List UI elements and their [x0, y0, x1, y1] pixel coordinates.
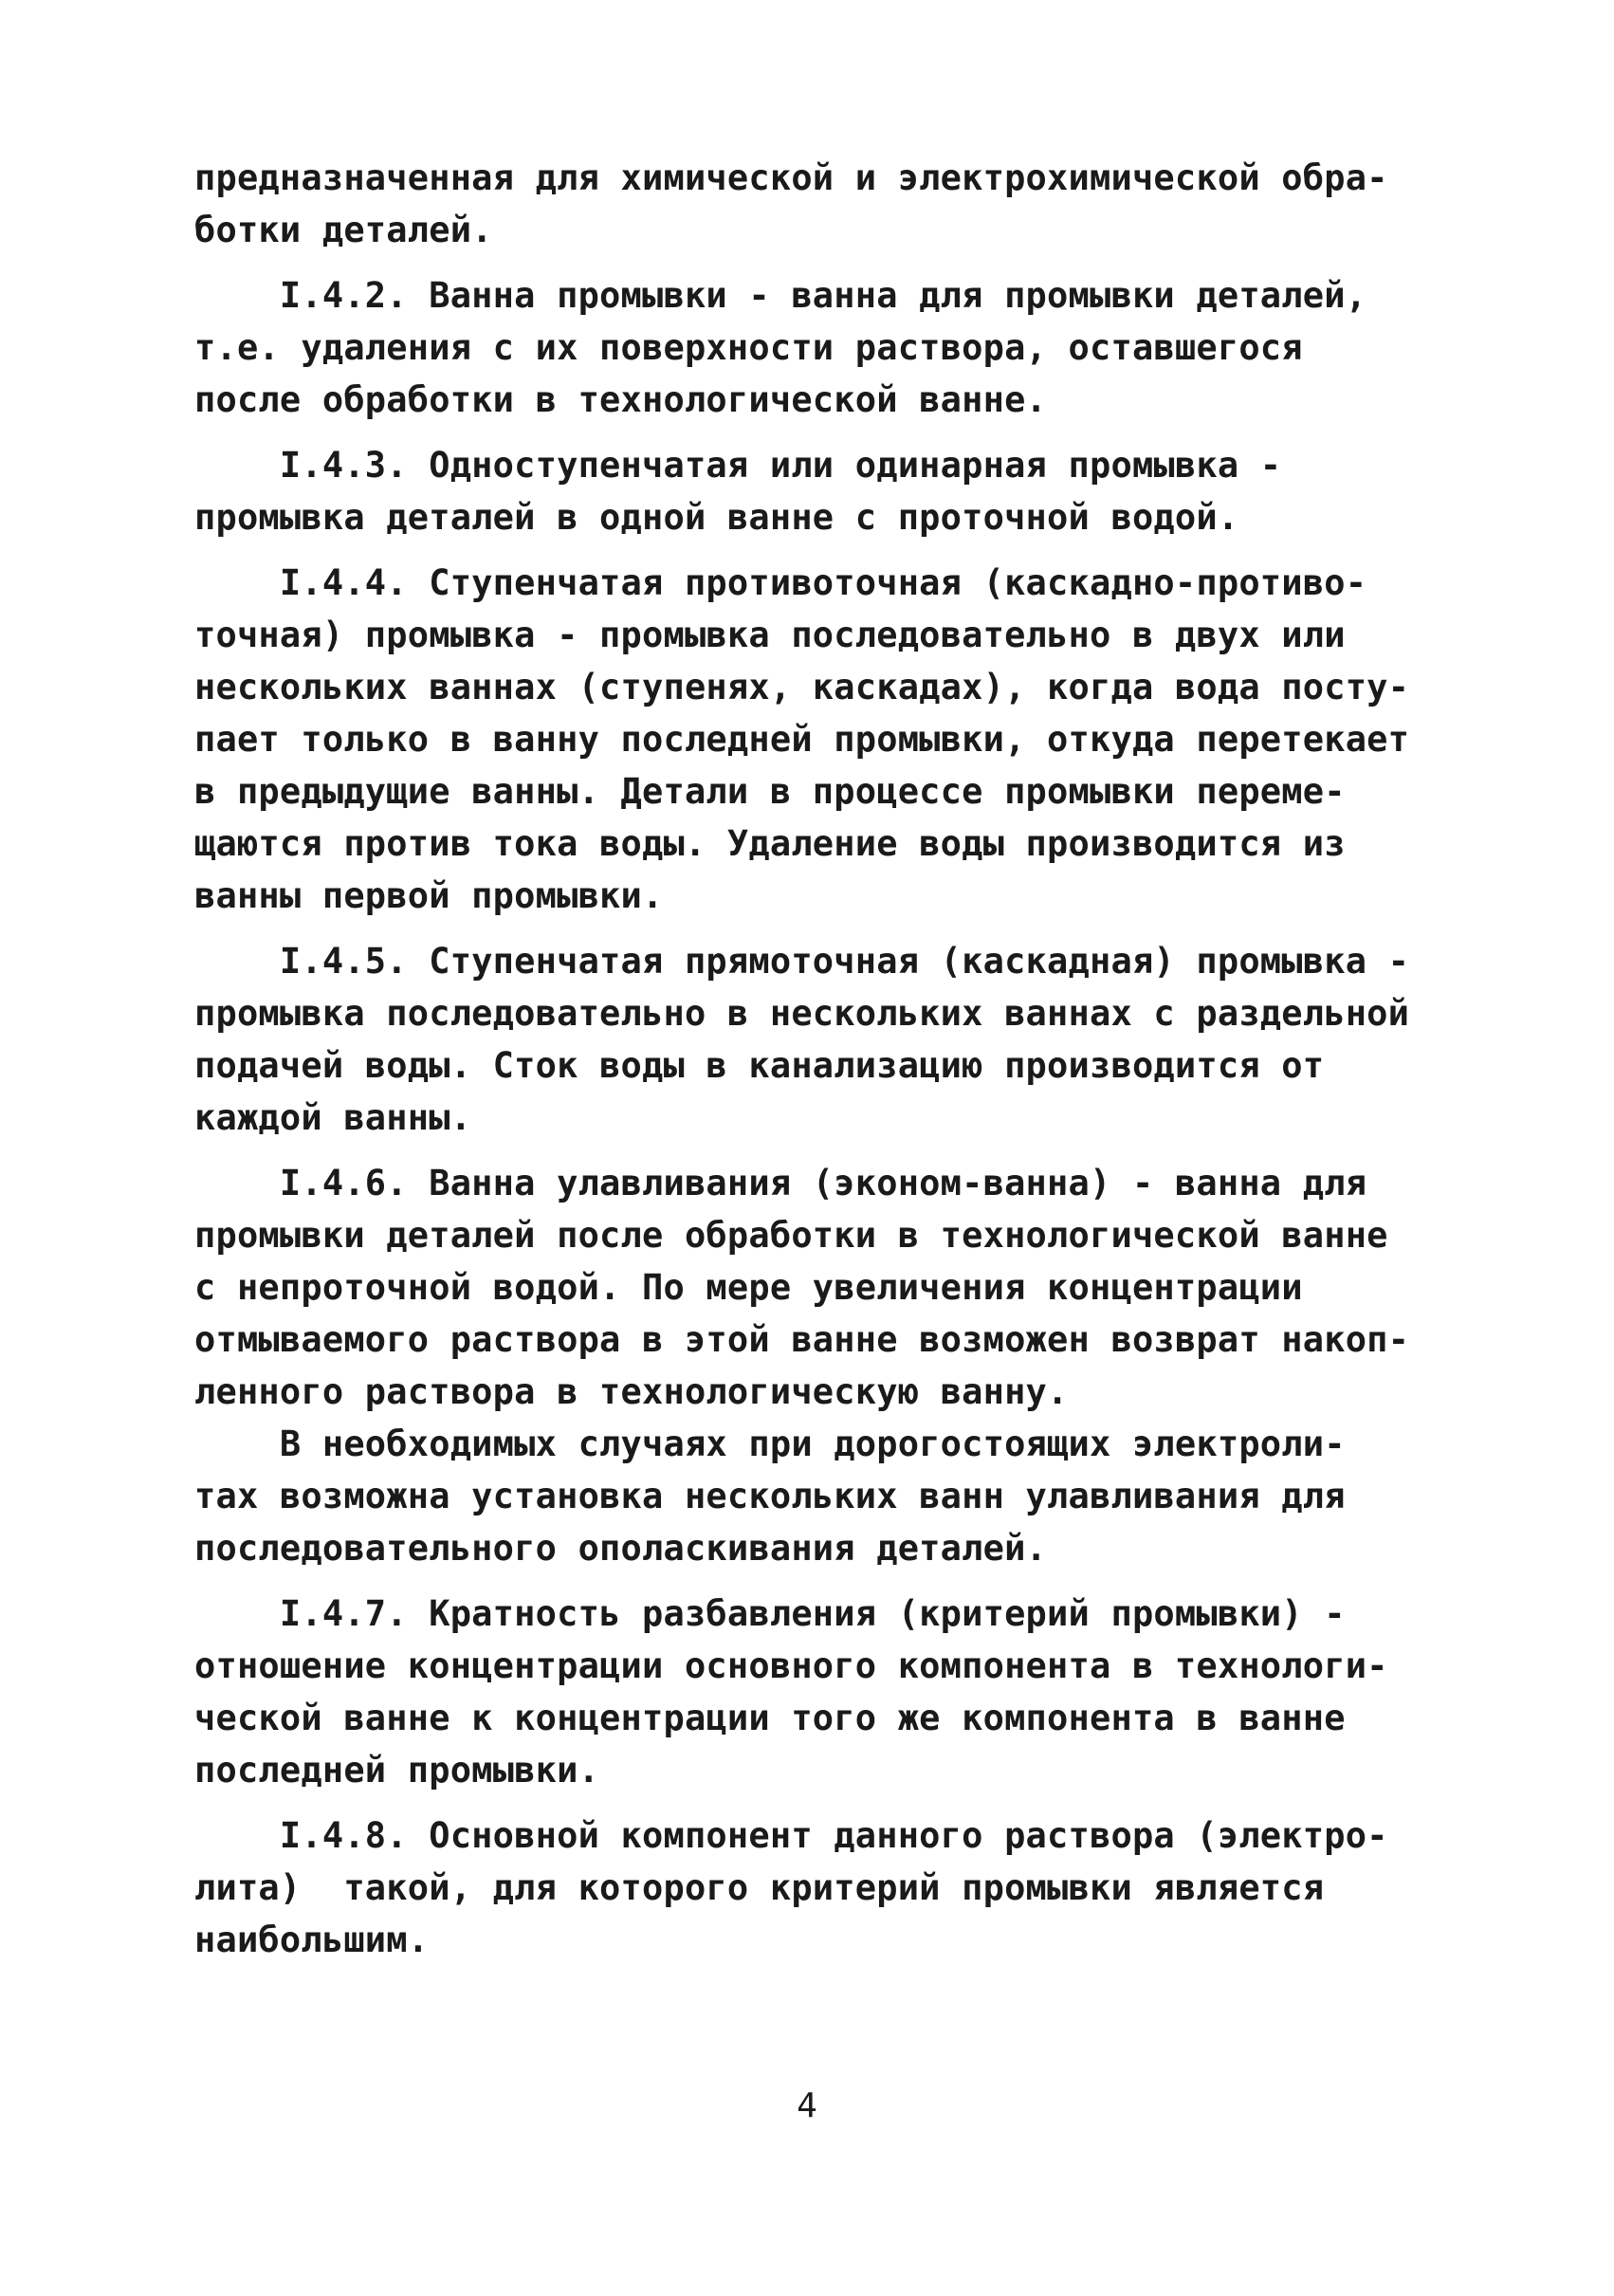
- text-line: пает только в ванну последней промывки, откуда перетекает: [194, 719, 1410, 760]
- body-text: [194, 152, 1427, 1979]
- paragraph-1-4-7: [194, 1588, 1427, 1796]
- text-line: В необходимых случаях при дорогостоящих электроли-: [194, 1424, 1346, 1464]
- text-line: после обработки в технологической ванне.: [194, 379, 1048, 420]
- paragraph-1-4-6: [194, 1157, 1427, 1574]
- text-line: отмываемого раствора в этой ванне возможен возврат накоп-: [194, 1319, 1410, 1360]
- text-line: последовательного ополаскивания деталей.: [194, 1528, 1048, 1569]
- text-line: I.4.8. Основной компонент данного раствора (электро-: [194, 1815, 1388, 1856]
- text-line: с непроточной водой. По мере увеличения концентрации: [194, 1267, 1303, 1308]
- text-line: промывка последовательно в нескольких ваннах с раздельной: [194, 993, 1410, 1034]
- text-line: лита) такой, для которого критерий промывки является: [194, 1867, 1325, 1908]
- text-line: тах возможна установка нескольких ванн улавливания для: [194, 1476, 1346, 1516]
- text-line: I.4.4. Ступенчатая противоточная (каскадно-противо-: [194, 562, 1367, 603]
- text-line: I.4.7. Кратность разбавления (критерий промывки) -: [194, 1593, 1346, 1634]
- text-line: ленного раствора в технологическую ванну.: [194, 1371, 1069, 1412]
- text-line: нескольких ваннах (ступенях, каскадах), когда вода посту-: [194, 667, 1410, 707]
- text-line: наибольшим.: [194, 1919, 430, 1960]
- paragraph-1-4-3: [194, 439, 1427, 543]
- text-line: т.е. удаления с их поверхности раствора, оставшегося: [194, 327, 1303, 368]
- paragraph-intro: [194, 152, 1427, 256]
- text-line: предназначенная для химической и электрохимической обра-: [194, 157, 1388, 198]
- paragraph-1-4-2: [194, 269, 1427, 426]
- paragraph-1-4-4: [194, 557, 1427, 922]
- paragraph-1-4-5: [194, 935, 1427, 1144]
- paragraph-1-4-8: [194, 1809, 1427, 1966]
- text-line: щаются против тока воды. Удаление воды производится из: [194, 823, 1346, 864]
- text-line: I.4.3. Одноступенчатая или одинарная промывка -: [194, 445, 1282, 486]
- text-line: I.4.5. Ступенчатая прямоточная (каскадная) промывка -: [194, 941, 1410, 982]
- text-line: ботки деталей.: [194, 210, 493, 250]
- text-line: подачей воды. Сток воды в канализацию производится от: [194, 1045, 1325, 1086]
- text-line: I.4.2. Ванна промывки - ванна для промывки деталей,: [194, 275, 1367, 316]
- text-line: каждой ванны.: [194, 1097, 472, 1138]
- text-line: ванны первой промывки.: [194, 875, 664, 916]
- text-line: последней промывки.: [194, 1750, 600, 1791]
- text-line: в предыдущие ванны. Детали в процессе промывки переме-: [194, 771, 1346, 812]
- text-line: отношение концентрации основного компонента в технологи-: [194, 1645, 1388, 1686]
- text-line: промывки деталей после обработки в технологической ванне: [194, 1215, 1388, 1256]
- text-line: ческой ванне к концентрации того же компонента в ванне: [194, 1698, 1346, 1738]
- page-number: 4: [797, 2086, 817, 2125]
- text-line: точная) промывка - промывка последовательно в двух или: [194, 615, 1346, 655]
- text-line: промывка деталей в одной ванне с проточной водой.: [194, 497, 1239, 538]
- text-line: I.4.6. Ванна улавливания (эконом-ванна) - ванна для: [194, 1163, 1367, 1203]
